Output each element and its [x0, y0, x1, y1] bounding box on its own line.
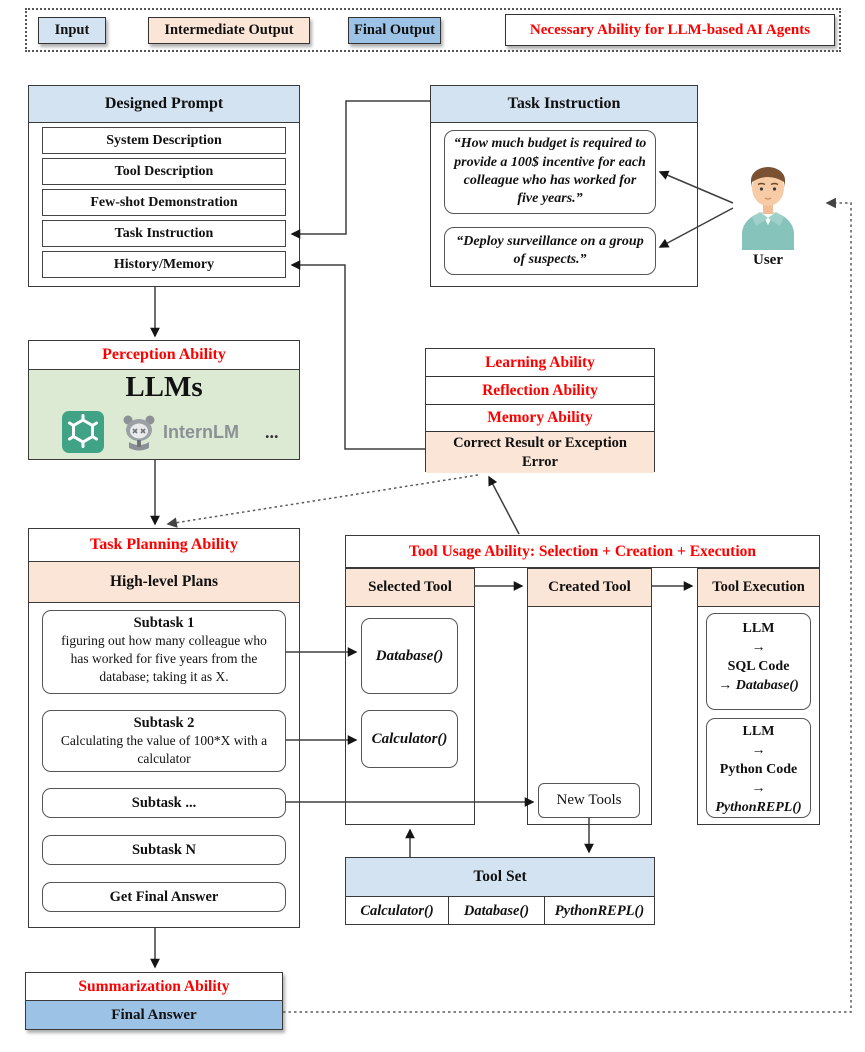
subtask-n-box: Subtask N	[42, 835, 286, 865]
legend-intermediate-chip	[148, 17, 310, 44]
prompt-item-fewshot-demonstration: Few-shot Demonstration	[42, 189, 286, 216]
selected-tool-header: Selected Tool	[346, 569, 474, 607]
toolset-pythonrepl: PythonREPL()	[554, 902, 645, 919]
user-figure	[726, 158, 810, 278]
subtask-ellipsis-box: Subtask ...	[42, 788, 286, 818]
user-label: User	[753, 252, 783, 268]
prompt-item-history-memory: History/Memory	[42, 251, 286, 278]
legend-input-chip	[38, 17, 106, 44]
new-tools-box: New Tools	[538, 783, 640, 818]
legend-necessary-chip	[505, 14, 835, 46]
subtask-1-box: Subtask 1 figuring out how many colleague who has worked for five years from the database; taking it as X.	[42, 610, 286, 694]
openai-logo-icon	[61, 410, 105, 454]
memory-ability-row: Memory Ability	[426, 405, 654, 432]
get-final-answer-box: Get Final Answer	[42, 882, 286, 912]
subtask-2-box: Subtask 2 Calculating the value of 100*X with a calculator	[42, 710, 286, 772]
reflection-ability-row: Reflection Ability	[426, 377, 654, 405]
summarization-title: Summarization Ability	[26, 973, 282, 1001]
arrow-down-glyph: →	[751, 780, 766, 796]
prompt-item-system-description: System Description	[42, 127, 286, 154]
tool-execution-header: Tool Execution	[698, 569, 819, 607]
task-planning-title: Task Planning Ability	[29, 529, 299, 562]
abilities-stack	[425, 348, 655, 472]
perception-ability-box	[28, 340, 300, 460]
perception-ability-title: Perception Ability	[29, 341, 299, 370]
final-answer-row: Final Answer	[26, 1001, 282, 1029]
learning-ability-row: Learning Ability	[426, 349, 654, 377]
llms-ellipsis: ...	[265, 421, 279, 442]
selected-tool-column	[345, 568, 475, 825]
legend-final-label: Final Output	[354, 22, 435, 38]
summarization-box	[25, 972, 283, 1030]
prompt-item-tool-description: Tool Description	[42, 158, 286, 185]
exec-sql-box: LLM → SQL Code → Database()	[706, 613, 811, 710]
tool-set-title: Tool Set	[346, 858, 654, 897]
task-instruction-quote-1: “How much budget is required to provide a 100$ incentive for each colleague who has worked for five years.”	[444, 130, 656, 214]
arrow-down-glyph: →	[751, 639, 766, 655]
task-instruction-quote-2: “Deploy surveillance on a group of suspects.”	[444, 227, 656, 275]
toolset-calculator: Calculator()	[346, 897, 449, 925]
database-tool-box: Database()	[361, 618, 458, 694]
created-tool-header: Created Tool	[528, 569, 651, 607]
task-instruction-title: Task Instruction	[431, 86, 697, 123]
correct-result-row: Correct Result or Exception Error	[426, 432, 654, 473]
user-avatar-icon	[732, 158, 804, 250]
designed-prompt-title: Designed Prompt	[29, 86, 299, 123]
internlm-logo-icon	[121, 412, 157, 452]
high-level-plans-header: High-level Plans	[29, 562, 299, 603]
legend-final-chip	[348, 17, 441, 44]
legend-necessary-label: Necessary Ability for LLM-based AI Agents	[529, 21, 811, 38]
calculator-tool-box: Calculator()	[361, 710, 458, 768]
exec-python-box: LLM → Python Code → PythonREPL()	[706, 718, 811, 818]
tool-set-box	[345, 857, 655, 925]
arrow-down-glyph: →	[751, 742, 766, 758]
llms-title: LLMs	[125, 371, 203, 403]
prompt-item-task-instruction: Task Instruction	[42, 220, 286, 247]
legend-intermediate-label: Intermediate Output	[164, 22, 294, 38]
llms-panel	[29, 370, 299, 459]
internlm-label: InternLM	[163, 421, 239, 442]
toolset-database: Database()	[449, 897, 545, 925]
legend-input-label: Input	[54, 22, 90, 38]
tool-usage-header: Tool Usage Ability: Selection + Creation + Execution	[345, 535, 820, 568]
